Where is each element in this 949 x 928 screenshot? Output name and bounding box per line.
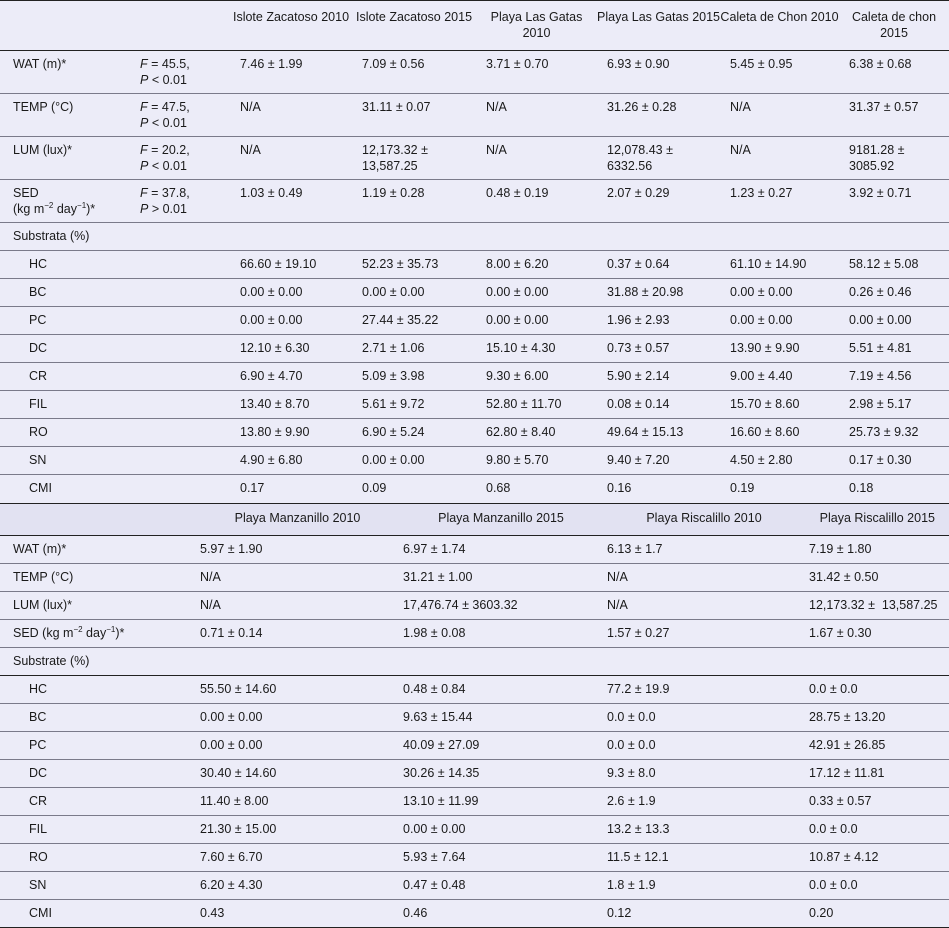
row-label: BC: [0, 279, 134, 307]
row-label: FIL: [0, 816, 196, 844]
table-cell: 6.13 ± 1.7: [603, 536, 805, 564]
table-cell: 0.00 ± 0.00: [476, 279, 597, 307]
anova-stat: F = 37.8, P > 0.01: [134, 180, 230, 223]
table-cell: 2.71 ± 1.06: [352, 335, 476, 363]
table1-header-blank: [0, 1, 134, 51]
anova-stat-empty: [134, 251, 230, 279]
table-cell: 17.12 ± 11.81: [805, 760, 949, 788]
section-label: Substrata (%): [0, 223, 949, 251]
table-cell: 13.40 ± 8.70: [230, 391, 352, 419]
row-label: CMI: [0, 475, 134, 503]
table-cell: 0.00 ± 0.00: [196, 732, 399, 760]
row-label: BC: [0, 704, 196, 732]
table-cell: 66.60 ± 19.10: [230, 251, 352, 279]
table-row: [0, 564, 949, 592]
table-cell: 31.21 ± 1.00: [399, 564, 603, 592]
table2-header-cell: Playa Manzanillo 2015: [399, 504, 603, 536]
table-cell: 15.70 ± 8.60: [720, 391, 839, 419]
table-cell: N/A: [720, 94, 839, 137]
row-label: LUM (lux)*: [0, 592, 196, 620]
row-label: SN: [0, 872, 196, 900]
table-cell: 0.0 ± 0.0: [805, 872, 949, 900]
table-cell: 30.26 ± 14.35: [399, 760, 603, 788]
row-label: CR: [0, 788, 196, 816]
table2-header-cell: Playa Riscalillo 2010: [603, 504, 805, 536]
table-cell: 16.60 ± 8.60: [720, 419, 839, 447]
table-row: [0, 676, 949, 704]
table-cell: 9.40 ± 7.20: [597, 447, 720, 475]
table-cell: 0.00 ± 0.00: [720, 279, 839, 307]
table1-header-cell: Islote Zacatoso 2010: [230, 1, 352, 51]
table-cell: 31.26 ± 0.28: [597, 94, 720, 137]
table-cell: 6.38 ± 0.68: [839, 51, 949, 94]
table-cell: 7.19 ± 1.80: [805, 536, 949, 564]
row-label: LUM (lux)*: [0, 137, 134, 180]
table-cell: 31.11 ± 0.07: [352, 94, 476, 137]
table-row: [0, 51, 949, 94]
table-cell: 0.00 ± 0.00: [196, 704, 399, 732]
row-label: PC: [0, 732, 196, 760]
table-cell: 6.90 ± 4.70: [230, 363, 352, 391]
table-cell: 6.90 ± 5.24: [352, 419, 476, 447]
table-cell: 0.00 ± 0.00: [839, 307, 949, 335]
table-cell: 25.73 ± 9.32: [839, 419, 949, 447]
table2-header-blank: [0, 504, 196, 536]
row-label: SN: [0, 447, 134, 475]
row-label: RO: [0, 844, 196, 872]
row-label: RO: [0, 419, 134, 447]
table-cell: 52.80 ± 11.70: [476, 391, 597, 419]
table-row: [0, 536, 949, 564]
table-cell: 11.40 ± 8.00: [196, 788, 399, 816]
table-cell: N/A: [196, 564, 399, 592]
table2-header-cell: Playa Manzanillo 2010: [196, 504, 399, 536]
table-cell: N/A: [603, 592, 805, 620]
row-label: CMI: [0, 900, 196, 928]
table-cell: 55.50 ± 14.60: [196, 676, 399, 704]
table-cell: 0.17 ± 0.30: [839, 447, 949, 475]
anova-stat: F = 20.2, P < 0.01: [134, 137, 230, 180]
table-cell: 6.93 ± 0.90: [597, 51, 720, 94]
table-cell: 0.16: [597, 475, 720, 503]
anova-stat-empty: [134, 279, 230, 307]
table-cell: 7.19 ± 4.56: [839, 363, 949, 391]
table-row: [0, 900, 949, 928]
table-row: [0, 137, 949, 180]
table-cell: 1.98 ± 0.08: [399, 620, 603, 648]
row-label: HC: [0, 251, 134, 279]
table-row: [0, 872, 949, 900]
row-label: WAT (m)*: [0, 51, 134, 94]
table-cell: 9.3 ± 8.0: [603, 760, 805, 788]
table-cell: 31.88 ± 20.98: [597, 279, 720, 307]
table-cell: 0.43: [196, 900, 399, 928]
table1-header-cell: Caleta de Chon 2010: [720, 1, 839, 51]
table1-header-cell: Islote Zacatoso 2015: [352, 1, 476, 51]
table-cell: 0.12: [603, 900, 805, 928]
table-cell: 0.33 ± 0.57: [805, 788, 949, 816]
table-cell: 2.07 ± 0.29: [597, 180, 720, 223]
table-cell: 0.18: [839, 475, 949, 503]
table-cell: 1.23 ± 0.27: [720, 180, 839, 223]
table-row: [0, 307, 949, 335]
table-cell: 5.45 ± 0.95: [720, 51, 839, 94]
table-row: [0, 620, 949, 648]
table-cell: 0.00 ± 0.00: [352, 447, 476, 475]
table-cell: 8.00 ± 6.20: [476, 251, 597, 279]
anova-stat-empty: [134, 391, 230, 419]
table-row: [0, 391, 949, 419]
table-row: [0, 363, 949, 391]
table-cell: N/A: [476, 137, 597, 180]
table-cell: 7.09 ± 0.56: [352, 51, 476, 94]
table-row: [0, 704, 949, 732]
table-cell: 0.0 ± 0.0: [603, 704, 805, 732]
table-cell: 5.61 ± 9.72: [352, 391, 476, 419]
table-row: [0, 251, 949, 279]
table-cell: 30.40 ± 14.60: [196, 760, 399, 788]
table-cell: 0.68: [476, 475, 597, 503]
table-cell: 2.6 ± 1.9: [603, 788, 805, 816]
table-cell: 58.12 ± 5.08: [839, 251, 949, 279]
table-cell: 12,173.32 ± 13,587.25: [352, 137, 476, 180]
table-cell: 28.75 ± 13.20: [805, 704, 949, 732]
table-cell: 0.48 ± 0.19: [476, 180, 597, 223]
table2-header-cell: Playa Riscalillo 2015: [805, 504, 949, 536]
row-label: FIL: [0, 391, 134, 419]
table-cell: N/A: [720, 137, 839, 180]
table-cell: 5.09 ± 3.98: [352, 363, 476, 391]
table1-header-cell: Playa Las Gatas 2010: [476, 1, 597, 51]
table-cell: 0.00 ± 0.00: [476, 307, 597, 335]
section-row: [0, 648, 949, 676]
anova-stat: F = 45.5, P < 0.01: [134, 51, 230, 94]
table-cell: 1.57 ± 0.27: [603, 620, 805, 648]
table-cell: 0.00 ± 0.00: [399, 816, 603, 844]
table-cell: 5.93 ± 7.64: [399, 844, 603, 872]
table-cell: 5.51 ± 4.81: [839, 335, 949, 363]
table-cell: 1.03 ± 0.49: [230, 180, 352, 223]
table-cell: 13.10 ± 11.99: [399, 788, 603, 816]
table1-header-blank: [134, 1, 230, 51]
table-cell: 5.90 ± 2.14: [597, 363, 720, 391]
table-cell: 9.30 ± 6.00: [476, 363, 597, 391]
table-cell: 15.10 ± 4.30: [476, 335, 597, 363]
table-cell: 49.64 ± 15.13: [597, 419, 720, 447]
table-cell: 10.87 ± 4.12: [805, 844, 949, 872]
table-cell: 7.46 ± 1.99: [230, 51, 352, 94]
table-cell: N/A: [230, 94, 352, 137]
anova-stat-empty: [134, 335, 230, 363]
row-label: TEMP (°C): [0, 564, 196, 592]
row-label: CR: [0, 363, 134, 391]
table-cell: 1.19 ± 0.28: [352, 180, 476, 223]
table-cell: 4.50 ± 2.80: [720, 447, 839, 475]
anova-stat-empty: [134, 447, 230, 475]
row-label: WAT (m)*: [0, 536, 196, 564]
table-cell: 9.63 ± 15.44: [399, 704, 603, 732]
table-cell: 1.96 ± 2.93: [597, 307, 720, 335]
anova-stat-empty: [134, 419, 230, 447]
table-cell: 61.10 ± 14.90: [720, 251, 839, 279]
site-comparison-table-2: [0, 503, 949, 928]
table-cell: 9.00 ± 4.40: [720, 363, 839, 391]
table-cell: 13.80 ± 9.90: [230, 419, 352, 447]
anova-stat: F = 47.5, P < 0.01: [134, 94, 230, 137]
table-cell: 0.00 ± 0.00: [230, 279, 352, 307]
table-cell: 0.71 ± 0.14: [196, 620, 399, 648]
row-label: TEMP (°C): [0, 94, 134, 137]
table-cell: 4.90 ± 6.80: [230, 447, 352, 475]
row-label: SED (kg $m^{-2}$ day$^{-1}$)*: [0, 180, 134, 223]
table-cell: 6.20 ± 4.30: [196, 872, 399, 900]
anova-stat-empty: [134, 475, 230, 503]
table-cell: N/A: [603, 564, 805, 592]
table-row: [0, 475, 949, 503]
table-row: [0, 844, 949, 872]
table-row: [0, 180, 949, 223]
table-cell: 17,476.74 ± 3603.32: [399, 592, 603, 620]
table-cell: 52.23 ± 35.73: [352, 251, 476, 279]
table-row: [0, 335, 949, 363]
table-cell: 0.0 ± 0.0: [805, 676, 949, 704]
table-row: [0, 760, 949, 788]
table-row: [0, 279, 949, 307]
table-cell: 0.08 ± 0.14: [597, 391, 720, 419]
table-cell: 0.00 ± 0.00: [352, 279, 476, 307]
table-cell: 12,173.32 ± 13,587.25: [805, 592, 949, 620]
table-cell: N/A: [230, 137, 352, 180]
table-cell: 0.00 ± 0.00: [230, 307, 352, 335]
table-cell: 27.44 ± 35.22: [352, 307, 476, 335]
table-cell: 0.47 ± 0.48: [399, 872, 603, 900]
row-label: SED (kg $m^{-2}$ day$^{-1}$)*: [0, 620, 196, 648]
table-row: [0, 94, 949, 137]
table-cell: 2.98 ± 5.17: [839, 391, 949, 419]
table-cell: 6.97 ± 1.74: [399, 536, 603, 564]
table-cell: 62.80 ± 8.40: [476, 419, 597, 447]
table-cell: 1.67 ± 0.30: [805, 620, 949, 648]
table-cell: 12,078.43 ± 6332.56: [597, 137, 720, 180]
table1-header-row: [0, 1, 949, 51]
table-cell: 0.37 ± 0.64: [597, 251, 720, 279]
table-cell: 3.92 ± 0.71: [839, 180, 949, 223]
table-cell: 0.0 ± 0.0: [603, 732, 805, 760]
table-cell: 0.73 ± 0.57: [597, 335, 720, 363]
section-row: [0, 223, 949, 251]
table-cell: N/A: [196, 592, 399, 620]
table-cell: 0.00 ± 0.00: [720, 307, 839, 335]
table-cell: 13.90 ± 9.90: [720, 335, 839, 363]
row-label: PC: [0, 307, 134, 335]
table-cell: 31.37 ± 0.57: [839, 94, 949, 137]
table-cell: 77.2 ± 19.9: [603, 676, 805, 704]
table-cell: 7.60 ± 6.70: [196, 844, 399, 872]
table-cell: 12.10 ± 6.30: [230, 335, 352, 363]
table-row: [0, 816, 949, 844]
table1-header-cell: Playa Las Gatas 2015: [597, 1, 720, 51]
anova-stat-empty: [134, 363, 230, 391]
table-cell: 3.71 ± 0.70: [476, 51, 597, 94]
table-cell: 0.17: [230, 475, 352, 503]
table-cell: 1.8 ± 1.9: [603, 872, 805, 900]
table-cell: 9.80 ± 5.70: [476, 447, 597, 475]
table-row: [0, 447, 949, 475]
table-cell: 13.2 ± 13.3: [603, 816, 805, 844]
table1-header-cell: Caleta de chon 2015: [839, 1, 949, 51]
table-cell: 0.26 ± 0.46: [839, 279, 949, 307]
table-row: [0, 788, 949, 816]
table-cell: N/A: [476, 94, 597, 137]
table-cell: 0.09: [352, 475, 476, 503]
table-cell: 11.5 ± 12.1: [603, 844, 805, 872]
table-cell: 0.48 ± 0.84: [399, 676, 603, 704]
table-cell: 40.09 ± 27.09: [399, 732, 603, 760]
table-row: [0, 419, 949, 447]
anova-stat-empty: [134, 307, 230, 335]
table-cell: 5.97 ± 1.90: [196, 536, 399, 564]
table-cell: 0.20: [805, 900, 949, 928]
table-cell: 0.0 ± 0.0: [805, 816, 949, 844]
table-cell: 21.30 ± 15.00: [196, 816, 399, 844]
row-label: DC: [0, 760, 196, 788]
table-cell: 42.91 ± 26.85: [805, 732, 949, 760]
table2-header-row: [0, 504, 949, 536]
table-row: [0, 592, 949, 620]
row-label: DC: [0, 335, 134, 363]
table-row: [0, 732, 949, 760]
table-cell: 9181.28 ± 3085.92: [839, 137, 949, 180]
row-label: HC: [0, 676, 196, 704]
table-cell: 31.42 ± 0.50: [805, 564, 949, 592]
table-cell: 0.19: [720, 475, 839, 503]
table-cell: 0.46: [399, 900, 603, 928]
section-label: Substrate (%): [0, 648, 949, 676]
